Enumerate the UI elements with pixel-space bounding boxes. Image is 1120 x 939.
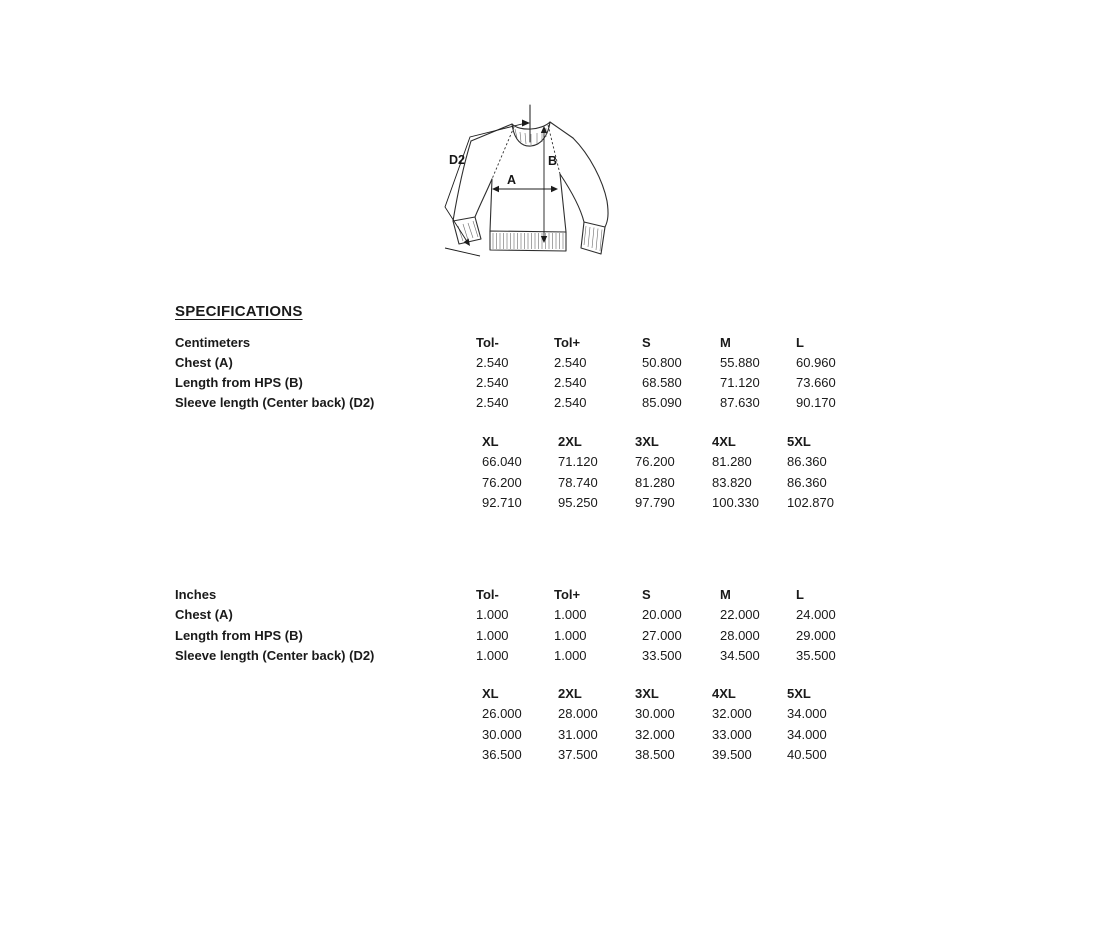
spec-value: 87.630 — [720, 395, 760, 411]
spec-value: 22.000 — [720, 607, 760, 623]
spec-value: 24.000 — [796, 607, 836, 623]
label-d2: D2 — [449, 153, 465, 167]
unit-label: Inches — [175, 587, 217, 602]
spec-value: 39.500 — [712, 746, 752, 762]
column-header: M — [720, 587, 731, 602]
spec-value: 31.000 — [558, 726, 598, 742]
spec-value: 29.000 — [796, 627, 836, 643]
spec-value: 1.000 — [476, 607, 509, 623]
column-header: 3XL — [635, 434, 659, 449]
spec-value: 95.250 — [558, 494, 598, 510]
row-label: Length from HPS (B) — [175, 627, 303, 643]
spec-value: 85.090 — [642, 395, 682, 411]
spec-value: 73.660 — [796, 375, 836, 391]
spec-value: 83.820 — [712, 474, 752, 490]
spec-value: 50.800 — [642, 354, 682, 370]
spec-value: 2.540 — [476, 375, 509, 391]
spec-value: 100.330 — [712, 494, 759, 510]
spec-value: 32.000 — [635, 726, 675, 742]
unit-label: Centimeters — [175, 334, 251, 350]
spec-value: 30.000 — [635, 706, 675, 722]
spec-value: 1.000 — [476, 647, 509, 663]
column-header: Tol- — [476, 587, 499, 602]
spec-value: 71.120 — [558, 454, 598, 470]
spec-value: 71.120 — [720, 375, 760, 391]
spec-value: 81.280 — [635, 474, 675, 490]
spec-value: 40.500 — [787, 746, 827, 762]
spec-value: 2.540 — [554, 395, 587, 411]
spec-value: 1.000 — [554, 607, 587, 623]
spec-value: 60.960 — [796, 354, 836, 370]
spec-value: 76.200 — [482, 474, 522, 490]
spec-value: 32.000 — [712, 706, 752, 722]
spec-value: 1.000 — [554, 647, 587, 663]
column-header: 2XL — [558, 434, 582, 449]
spec-value: 55.880 — [720, 354, 760, 370]
spec-value: 76.200 — [635, 454, 675, 470]
spec-value: 92.710 — [482, 494, 522, 510]
spec-value: 1.000 — [476, 627, 509, 643]
column-header: 4XL — [712, 686, 736, 701]
spec-value: 36.500 — [482, 746, 522, 762]
spec-value: 33.000 — [712, 726, 752, 742]
label-a: A — [507, 173, 517, 187]
column-header: XL — [482, 434, 499, 449]
spec-value: 86.360 — [787, 474, 827, 490]
spec-value: 81.280 — [712, 454, 752, 470]
column-header: 4XL — [712, 434, 736, 449]
spec-value: 68.580 — [642, 375, 682, 391]
spec-value: 26.000 — [482, 706, 522, 722]
column-header: S — [642, 334, 651, 350]
spec-value: 90.170 — [796, 395, 836, 411]
spec-value: 2.540 — [554, 375, 587, 391]
column-header: M — [720, 334, 731, 350]
spec-value: 78.740 — [558, 474, 598, 490]
sweatshirt-diagram — [435, 85, 645, 270]
spec-value: 66.040 — [482, 454, 522, 470]
spec-value: 20.000 — [642, 607, 682, 623]
spec-value: 1.000 — [554, 627, 587, 643]
spec-value: 34.000 — [787, 706, 827, 722]
column-header: XL — [482, 686, 499, 701]
row-label: Chest (A) — [175, 354, 233, 370]
column-header: 5XL — [787, 434, 811, 449]
centimeters-table — [175, 333, 886, 414]
spec-value: 2.540 — [476, 354, 509, 370]
spec-value: 2.540 — [476, 395, 509, 411]
column-header: L — [796, 334, 804, 350]
label-b: B — [548, 154, 558, 168]
spec-value: 28.000 — [558, 706, 598, 722]
specifications-heading: SPECIFICATIONS — [175, 303, 303, 320]
spec-value: 102.870 — [787, 494, 834, 510]
spec-value: 34.000 — [787, 726, 827, 742]
spec-value: 2.540 — [554, 354, 587, 370]
spec-value: 27.000 — [642, 627, 682, 643]
spec-value: 35.500 — [796, 647, 836, 663]
spec-value: 30.000 — [482, 726, 522, 742]
row-label: Chest (A) — [175, 607, 233, 623]
column-header: Tol- — [476, 334, 499, 350]
sweatshirt-drawing — [435, 85, 645, 270]
row-label: Sleeve length (Center back) (D2) — [175, 647, 375, 663]
centimeters-xl-table — [482, 432, 877, 513]
dimension-labels — [449, 153, 557, 187]
row-label: Sleeve length (Center back) (D2) — [175, 395, 375, 411]
spec-value: 34.500 — [720, 647, 760, 663]
column-header: 2XL — [558, 686, 582, 701]
seam-lines — [492, 125, 560, 179]
inches-xl-table — [482, 684, 877, 765]
column-header: S — [642, 587, 651, 602]
column-header: Tol+ — [554, 334, 581, 350]
spec-value: 28.000 — [720, 627, 760, 643]
spec-value: 38.500 — [635, 746, 675, 762]
inches-table — [175, 585, 886, 666]
column-header: L — [796, 587, 804, 602]
spec-value: 97.790 — [635, 494, 675, 510]
spec-value: 33.500 — [642, 647, 682, 663]
spec-value: 86.360 — [787, 454, 827, 470]
column-header: 3XL — [635, 686, 659, 701]
spec-value: 37.500 — [558, 746, 598, 762]
column-header: 5XL — [787, 686, 811, 701]
row-label: Length from HPS (B) — [175, 375, 303, 391]
column-header: Tol+ — [554, 587, 581, 602]
